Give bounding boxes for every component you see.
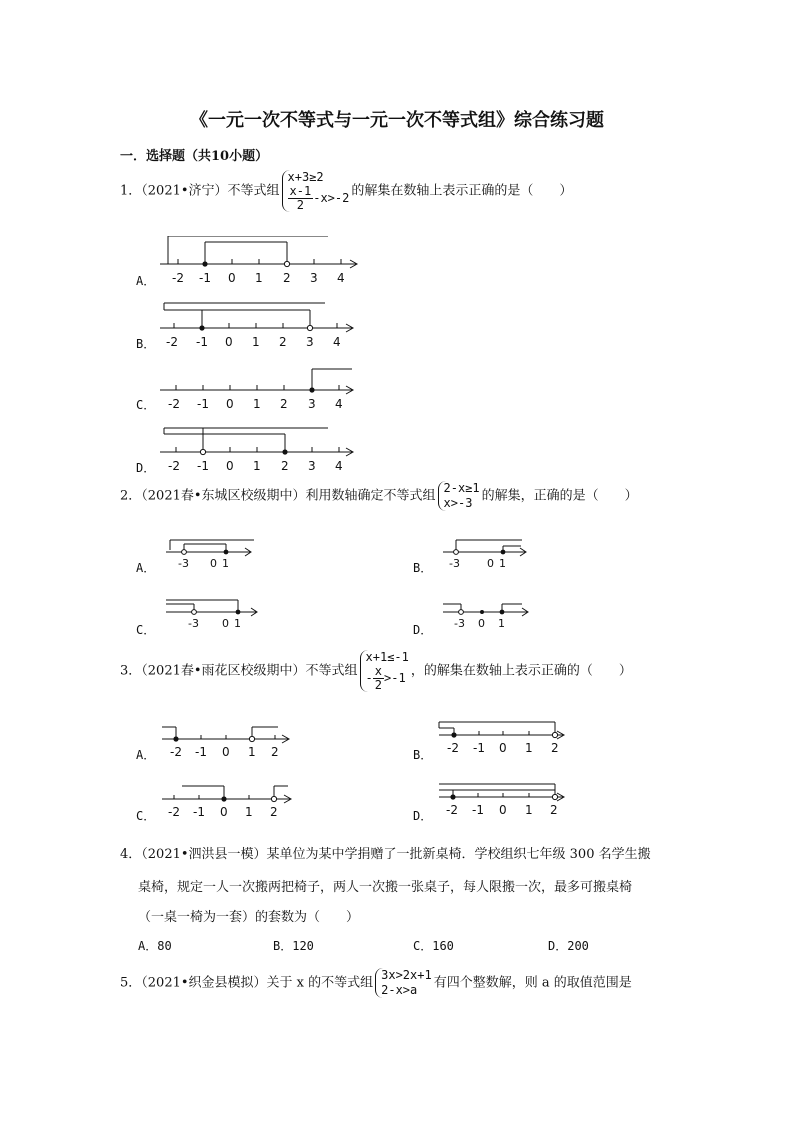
tick-label: 0 (210, 557, 217, 570)
q1-option-d-label: D． (136, 461, 156, 475)
tick-label: -1 (195, 745, 207, 759)
tick-label: 0 (478, 617, 485, 630)
tick-label: 2 (271, 745, 279, 759)
q1-ineq-2-rest: -x>-2 (313, 191, 350, 206)
tick-label: 1 (234, 617, 241, 630)
q3-option-a-label: A． (136, 748, 156, 762)
q1-option-c-label: C． (136, 398, 156, 412)
tick-label: 1 (222, 557, 229, 570)
tick-label: -2 (170, 745, 182, 759)
tick-label: 1 (248, 745, 256, 759)
q2-ineq-1: 2-x≥1 (443, 481, 480, 495)
tick-label: -3 (188, 617, 199, 630)
q2-option-d-label: D． (413, 623, 433, 637)
q1-fraction (288, 185, 314, 212)
q4-option-a: A．80 (138, 939, 172, 953)
tick-label: 0 (499, 803, 507, 817)
tick-label: 2 (280, 397, 288, 411)
q4-option-c: C．160 (413, 939, 454, 953)
tick-label: 1 (525, 741, 533, 755)
q1-option-a-number-line (160, 236, 370, 290)
q3-fraction (373, 665, 384, 692)
q1-option-d-number-line (160, 424, 370, 478)
q2-prefix: 2．（2021春•东城区校级期中）利用数轴确定不等式组 (120, 488, 436, 504)
tick-label: 3 (310, 271, 318, 285)
q3-option-d-label: D． (413, 809, 433, 823)
tick-label: 2 (270, 805, 278, 819)
tick-label: 1 (499, 557, 506, 570)
tick-label: 2 (283, 271, 291, 285)
q3-option-b-number-line (437, 718, 577, 758)
tick-label: -2 (168, 805, 180, 819)
tick-label: 4 (335, 459, 343, 473)
q1-suffix: 的解集在数轴上表示正确的是（ ） (351, 183, 573, 199)
question-3-stem (120, 650, 632, 692)
tick-label: 1 (245, 805, 253, 819)
q2-option-b-number-line (437, 536, 547, 572)
tick-label: 1 (253, 459, 261, 473)
q1-frac-num: x-1 (289, 184, 312, 198)
tick-label: 2 (281, 459, 289, 473)
q2-option-c-label: C． (136, 623, 156, 637)
q2-suffix: 的解集，正确的是（ ） (481, 488, 638, 504)
tick-label: -2 (172, 271, 184, 285)
q2-option-c-number-line (160, 596, 270, 632)
tick-label: 0 (225, 335, 233, 349)
q3-minus: - (365, 671, 373, 686)
tick-label: 0 (226, 459, 234, 473)
tick-label: -1 (473, 741, 485, 755)
tick-label: -1 (193, 805, 205, 819)
q1-option-c-number-line (160, 362, 370, 416)
tick-label: 3 (306, 335, 314, 349)
tick-label: -3 (178, 557, 189, 570)
q5-ineq-1: 3x>2x+1 (381, 968, 432, 982)
question-2-stem (120, 481, 638, 511)
q2-inequality-system (438, 481, 480, 511)
tick-label: -1 (196, 335, 208, 349)
question-5-stem (120, 968, 632, 998)
section-heading: 一．选择题（共10小题） (120, 149, 269, 164)
tick-label: 1 (255, 271, 263, 285)
q5-prefix: 5．（2021•织金县模拟）关于 x 的不等式组 (120, 975, 374, 991)
q4-option-b: B．120 (273, 939, 314, 953)
tick-label: 0 (220, 805, 228, 819)
tick-label: -1 (197, 459, 209, 473)
q3-option-a-number-line (160, 722, 300, 762)
q1-option-b-number-line (160, 300, 370, 354)
tick-label: 0 (499, 741, 507, 755)
tick-label: 3 (308, 397, 316, 411)
tick-label: 0 (226, 397, 234, 411)
q1-ineq-1: x+3≥2 (287, 170, 324, 184)
tick-label: 0 (228, 271, 236, 285)
q3-option-b-label: B． (413, 748, 433, 762)
q3-option-d-number-line (437, 780, 577, 820)
q5-ineq-2: 2-x>a (381, 983, 418, 997)
tick-label: 1 (498, 617, 505, 630)
tick-label: -1 (197, 397, 209, 411)
q4-option-d: D．200 (548, 939, 589, 953)
tick-label: 3 (308, 459, 316, 473)
tick-label: -2 (168, 397, 180, 411)
q1-option-a-label: A． (136, 274, 156, 288)
q2-option-b-label: B． (413, 561, 433, 575)
tick-label: 1 (252, 335, 260, 349)
q4-line-3: （一桌一椅为一套）的套数为（ ） (138, 910, 360, 925)
tick-label: -3 (454, 617, 465, 630)
question-1-stem (120, 170, 572, 212)
tick-label: -1 (472, 803, 484, 817)
tick-label: -2 (447, 741, 459, 755)
tick-label: 0 (222, 745, 230, 759)
q2-option-d-number-line (437, 596, 547, 632)
q4-line-1: 4．（2021•泗洪县一模）某单位为某中学捐赠了一批新桌椅．学校组织七年级 300 名学生搬 (120, 847, 651, 862)
q1-option-b-label: B． (136, 337, 156, 351)
q3-ineq-1: x+1≤-1 (365, 650, 409, 664)
tick-label: -2 (168, 459, 180, 473)
q3-option-c-number-line (160, 782, 300, 822)
q2-ineq-2: x>-3 (443, 496, 473, 510)
tick-label: -3 (449, 557, 460, 570)
q1-frac-den: 2 (296, 198, 304, 213)
q3-option-c-label: C． (136, 809, 156, 823)
tick-label: 0 (222, 617, 229, 630)
tick-label: 1 (253, 397, 261, 411)
q2-option-a-number-line (160, 536, 270, 572)
tick-label: -2 (446, 803, 458, 817)
tick-label: 4 (335, 397, 343, 411)
tick-label: 0 (487, 557, 494, 570)
tick-label: 2 (550, 803, 558, 817)
page-title: 《一元一次不等式与一元一次不等式组》综合练习题 (190, 110, 604, 131)
q3-inequality-system (360, 650, 409, 692)
q5-inequality-system (375, 968, 432, 998)
tick-label: 1 (525, 803, 533, 817)
tick-label: 4 (337, 271, 345, 285)
q5-suffix: 有四个整数解，则 a 的取值范围是 (433, 975, 632, 991)
q1-inequality-system (282, 170, 350, 212)
tick-label: 4 (333, 335, 341, 349)
q2-option-a-label: A． (136, 561, 156, 575)
tick-label: -1 (199, 271, 211, 285)
tick-label: -2 (166, 335, 178, 349)
tick-label: 2 (551, 741, 559, 755)
q3-frac-den: 2 (374, 678, 382, 693)
q4-line-2: 桌椅，规定一人一次搬两把椅子，两人一次搬一张桌子，每人限搬一次，最多可搬桌椅 (138, 880, 633, 895)
tick-label: 2 (279, 335, 287, 349)
q3-suffix: ，的解集在数轴上表示正确的（ ） (410, 663, 632, 679)
q1-prefix: 1．（2021•济宁）不等式组 (120, 183, 280, 199)
q3-frac-num: x (374, 664, 382, 678)
q3-ineq-2-rest: >-1 (384, 671, 406, 686)
q3-prefix: 3．（2021春•雨花区校级期中）不等式组 (120, 663, 358, 679)
